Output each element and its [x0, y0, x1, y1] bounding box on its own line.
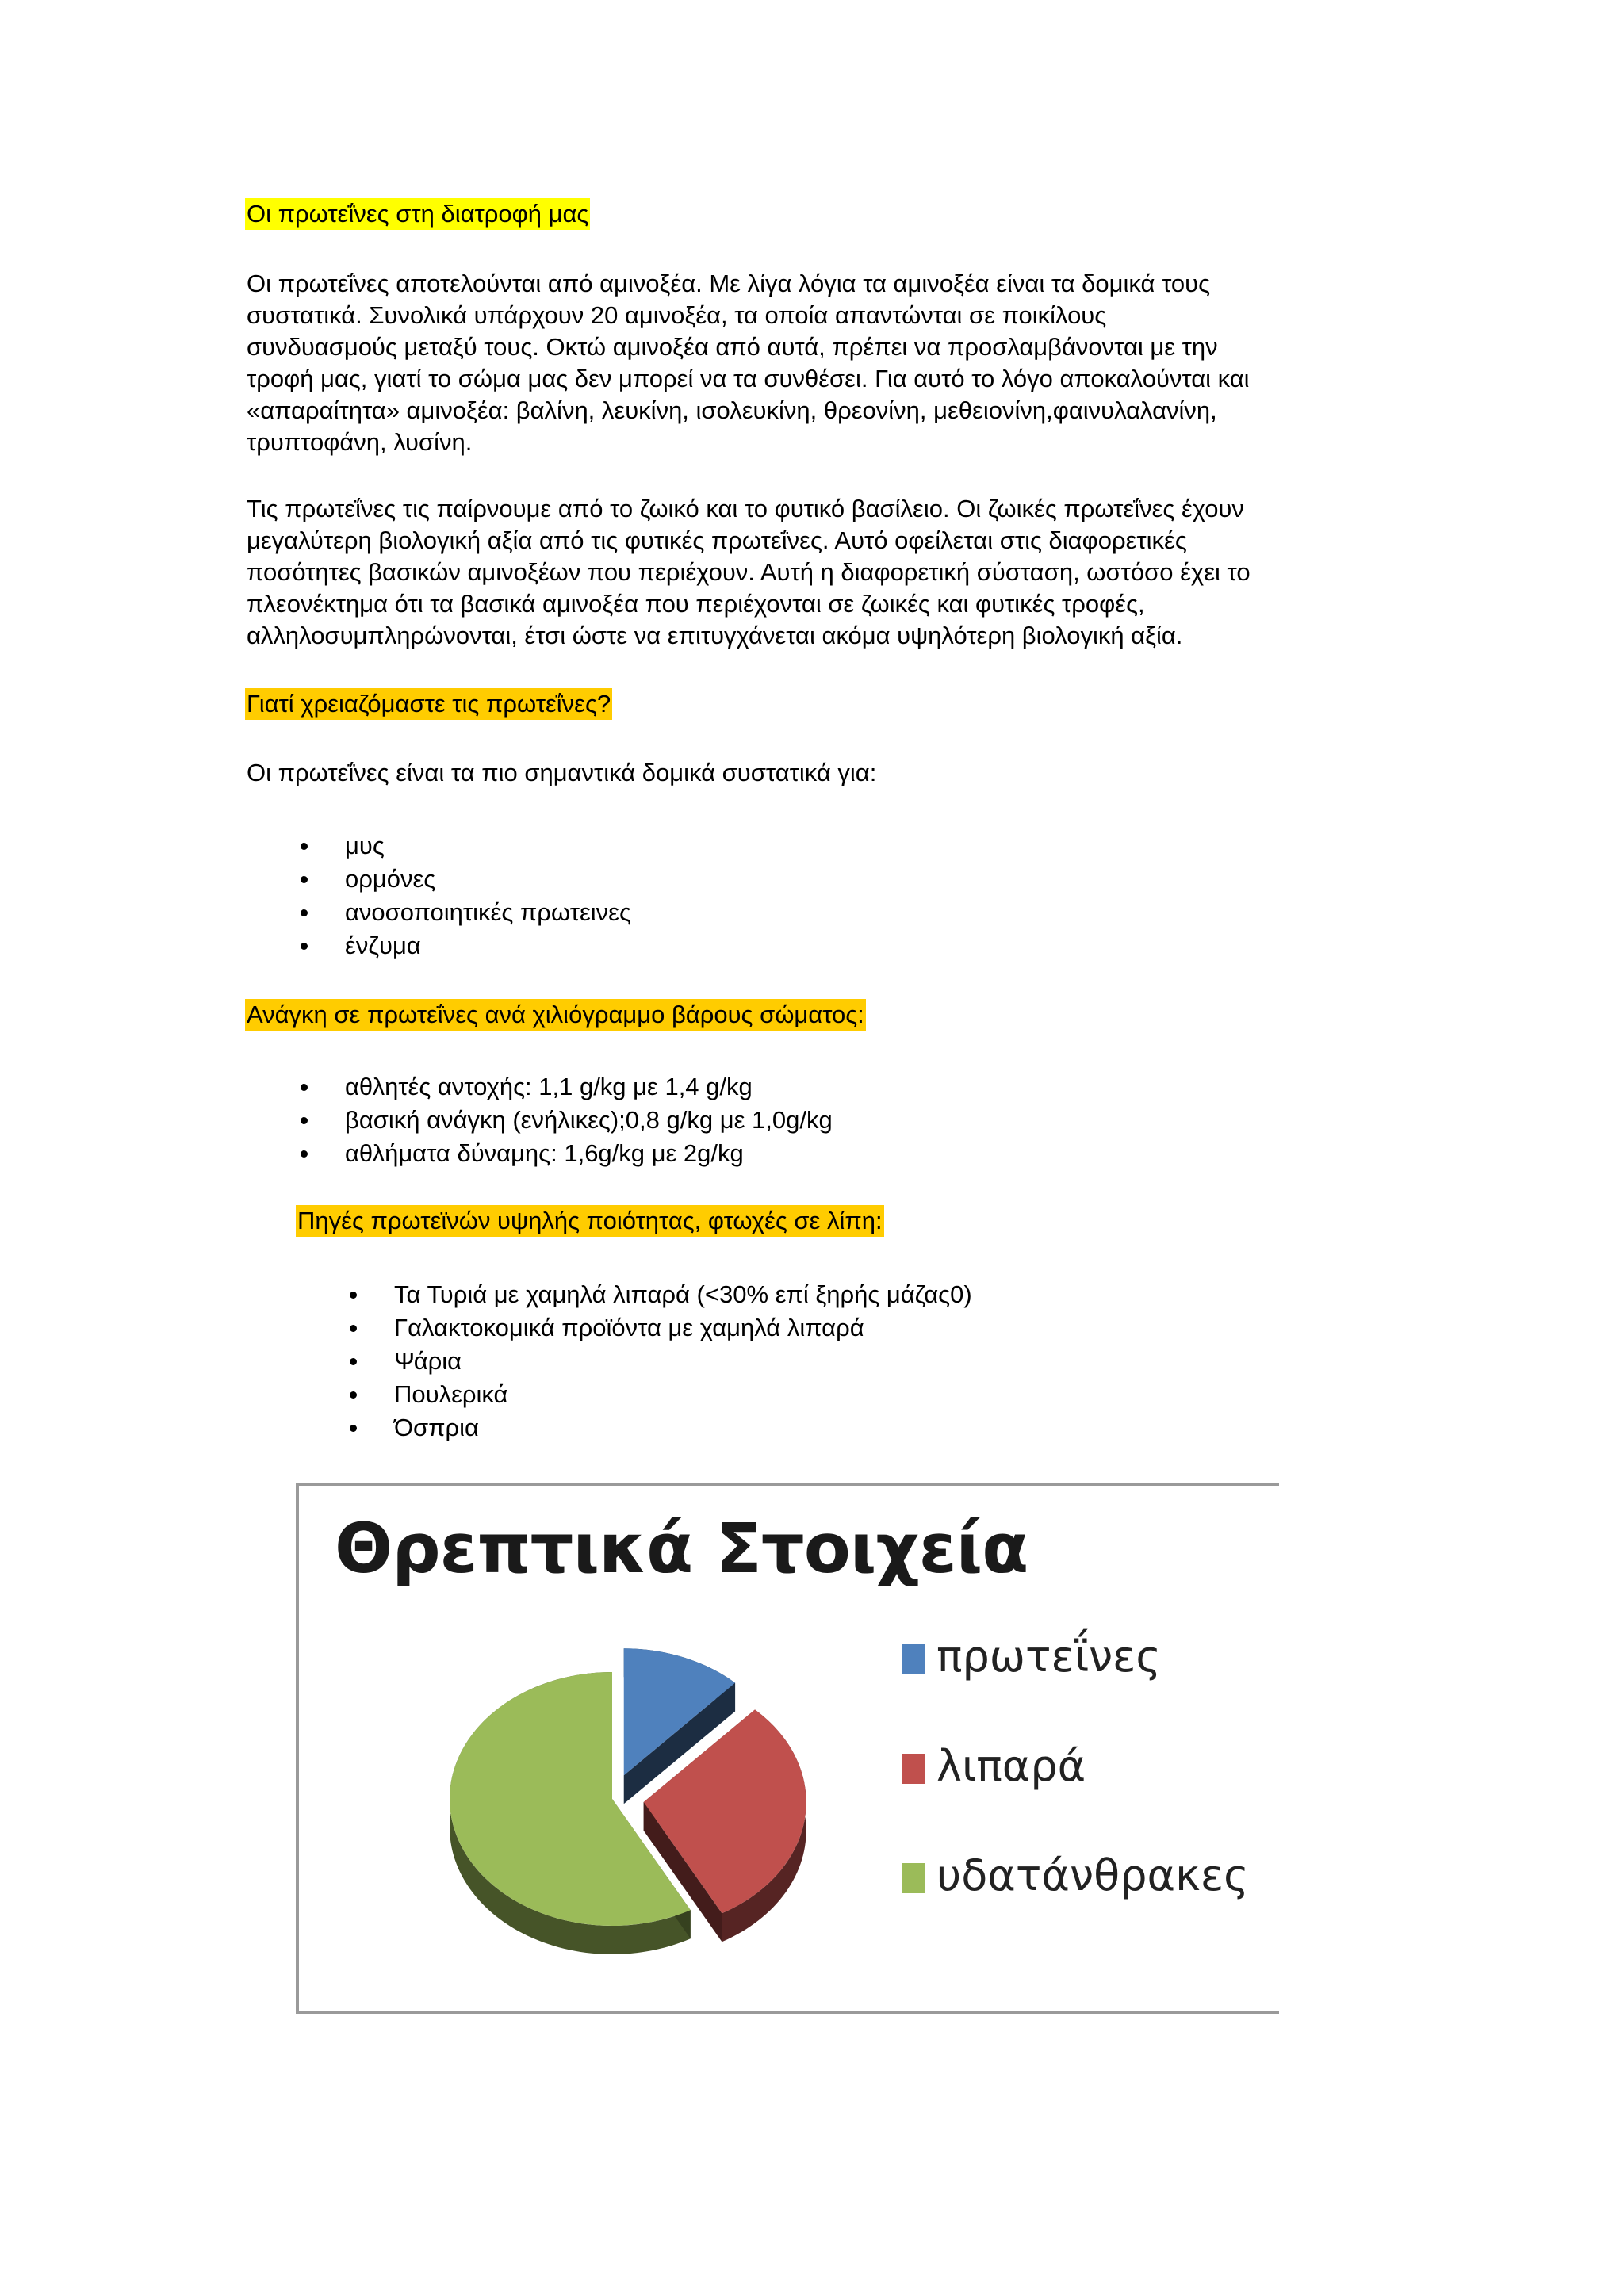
text-line: πλεονέκτημα ότι τα βασικά αμινοξέα που περιέχονται σε ζωικές και φυτικές τροφές,	[247, 590, 1145, 618]
legend-label: λιπαρά	[936, 1741, 1086, 1791]
text-line: αλληλοσυμπληρώνονται, έτσι ώστε να επιτυγχάνεται ακόμα υψηλότερη βιολογική αξία.	[247, 622, 1183, 649]
text-line: Οι πρωτεΐνες αποτελούνται από αμινοξέα. Με λίγα λόγια τα αμινοξέα είναι τα δομικά τους	[247, 270, 1211, 297]
paragraph-amino-acids	[247, 268, 1388, 458]
legend-label: υδατάνθρακες	[936, 1850, 1249, 1900]
list-protein-uses	[296, 829, 631, 962]
list-item: Ψάρια	[345, 1345, 972, 1378]
list-item: ορμόνες	[296, 863, 631, 896]
text-line: «απαραίτητα» αμινοξέα: βαλίνη, λευκίνη, ισολευκίνη, θρεονίνη, μεθειονίνη,φαινυλαλανίνη,	[247, 396, 1217, 424]
text-line: Τις πρωτεΐνες τις παίρνουμε από το ζωικό και το φυτικό βασίλειο. Οι ζωικές πρωτεΐνες έχουν	[247, 495, 1244, 522]
list-item: μυς	[296, 829, 631, 863]
text-line: ποσότητες βασικών αμινοξέων που περιέχουν. Αυτή η διαφορετική σύσταση, ωστόσο έχει το	[247, 558, 1251, 586]
list-protein-needs	[296, 1070, 833, 1170]
pie-chart-svg	[299, 1486, 1279, 2011]
text-line: συστατικά. Συνολικά υπάρχουν 20 αμινοξέα, τα οποία απαντώνται σε ποικίλους	[247, 301, 1107, 329]
heading-protein-sources-low-fat: Πηγές πρωτεϊνών υψηλής ποιότητας, φτωχές σε λίπη:	[296, 1205, 884, 1237]
legend-swatch	[902, 1754, 925, 1784]
nutrients-pie-chart	[296, 1483, 1279, 2014]
list-item: Πουλερικά	[345, 1378, 972, 1411]
list-item: Όσπρια	[345, 1411, 972, 1445]
text-line: συνδυασμούς μεταξύ τους. Οκτώ αμινοξέα από αυτά, πρέπει να προσλαμβάνονται με την	[247, 333, 1218, 361]
heading-proteins-in-diet: Οι πρωτεΐνες στη διατροφή μας	[245, 198, 590, 230]
text-line: τρυπτοφάνη, λυσίνη.	[247, 428, 473, 456]
legend-swatch	[902, 1863, 925, 1893]
list-protein-foods	[345, 1278, 972, 1445]
list-item: ανοσοποιητικές πρωτεινες	[296, 896, 631, 929]
legend-swatch	[902, 1644, 925, 1674]
list-item: Τα Τυριά με χαμηλά λιπαρά (<30% επί ξηρής μάζας0)	[345, 1278, 972, 1311]
legend-label: πρωτεΐνες	[936, 1632, 1162, 1682]
chart-title: Θρεπτικά Στοιχεία	[335, 1510, 1028, 1589]
list-item: ένζυμα	[296, 929, 631, 962]
heading-protein-needs: Ανάγκη σε πρωτεΐνες ανά χιλιόγραμμο βάρους σώματος:	[245, 999, 866, 1031]
text-line: Οι πρωτεΐνες είναι τα πιο σημαντικά δομικά συστατικά για:	[247, 759, 877, 786]
list-item: Γαλακτοκομικά προϊόντα με χαμηλά λιπαρά	[345, 1311, 972, 1345]
paragraph-structural-components	[247, 757, 1388, 789]
list-item: αθλητές αντοχής: 1,1 g/kg με 1,4 g/kg	[296, 1070, 833, 1104]
paragraph-protein-sources	[247, 493, 1388, 652]
text-line: τροφή μας, γιατί το σώμα μας δεν μπορεί να τα συνθέσει. Για αυτό το λόγο αποκαλούνται και	[247, 365, 1250, 392]
heading-why-proteins: Γιατί χρειαζόμαστε τις πρωτεΐνες?	[245, 688, 612, 720]
text-line: μεγαλύτερη βιολογική αξία από τις φυτικές πρωτεΐνες. Αυτό οφείλεται στις διαφορετικές	[247, 526, 1187, 554]
list-item: αθλήματα δύναμης: 1,6g/kg με 2g/kg	[296, 1137, 833, 1170]
list-item: βασική ανάγκη (ενήλικες);0,8 g/kg με 1,0g/kg	[296, 1104, 833, 1137]
